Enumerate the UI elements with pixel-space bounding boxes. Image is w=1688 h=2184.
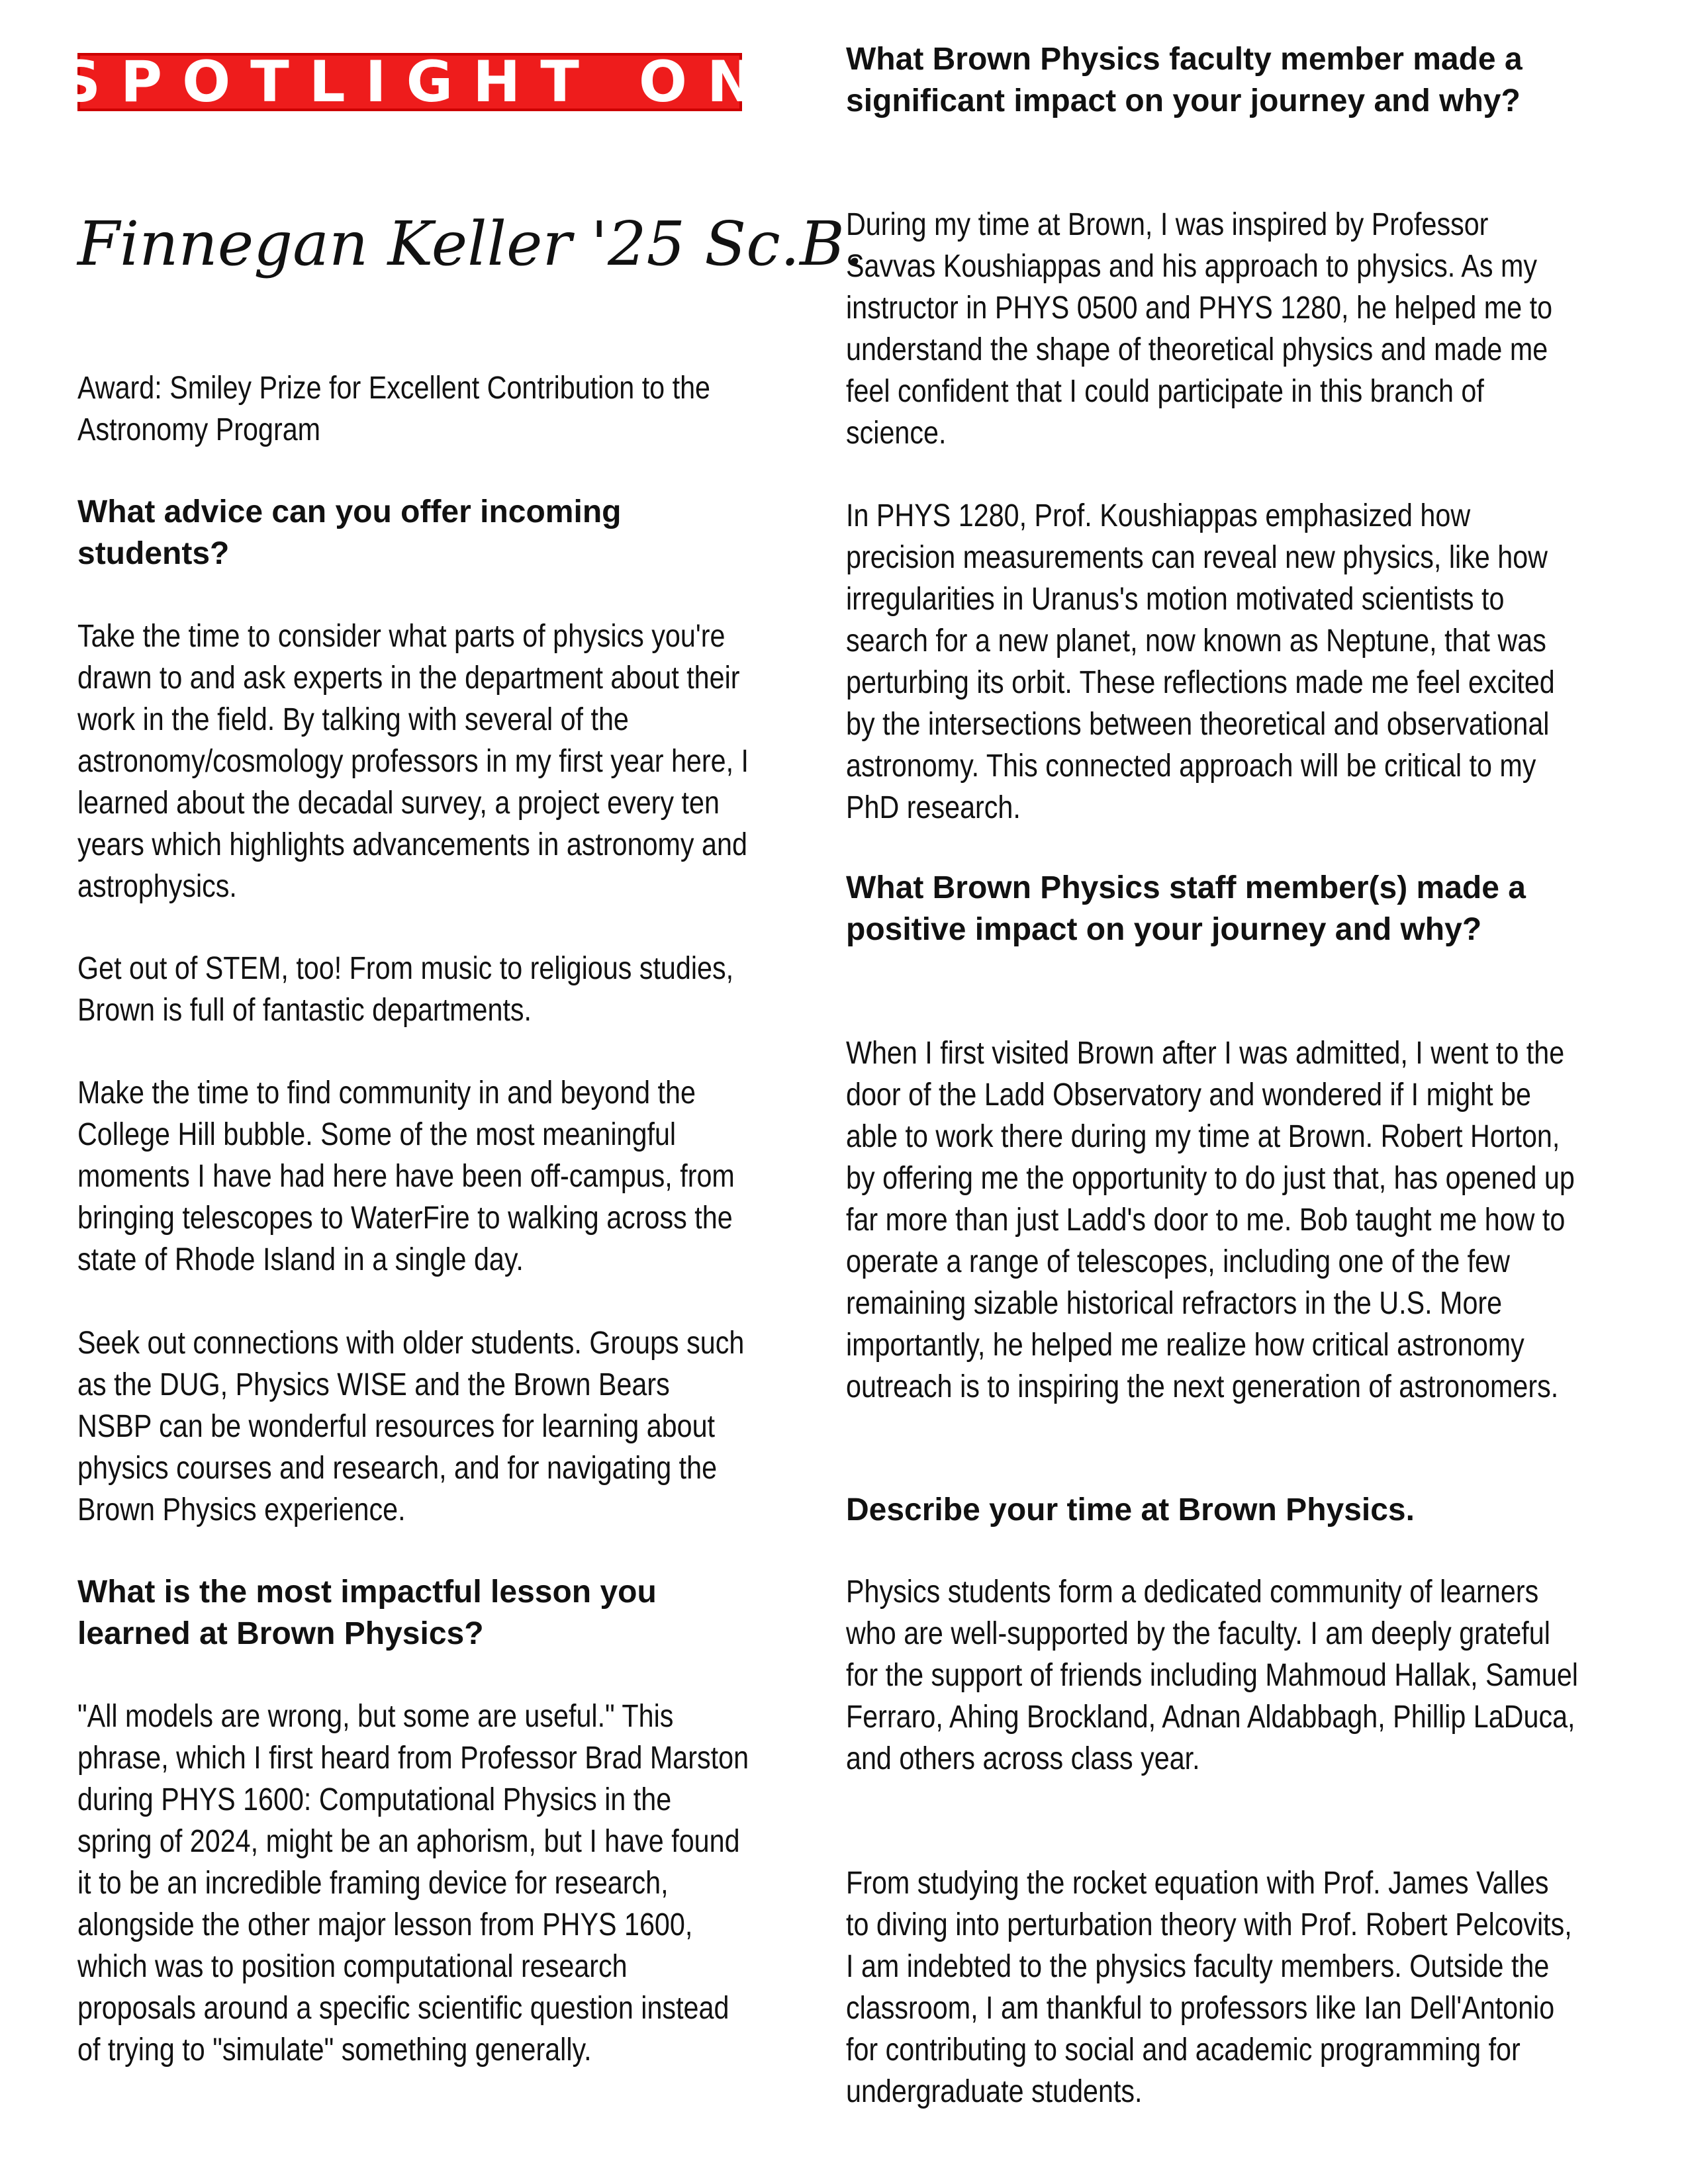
answer-advice-1: Take the time to consider what parts of physics you're drawn to and ask experts in the department about their work in the field. By talking with several of the astronomy/cosmology professors in my first year here, I learned about the decadal survey, a project every ten years which highlights advancements in astronomy and astrophysics.: [77, 619, 749, 904]
banner-text: SPOTLIGHT ON: [60, 49, 774, 115]
answer-lesson: "All models are wrong, but some are useful." This phrase, which I first heard from Professor Brad Marston during PHYS 1600: Computational Physics in the spring of 2024, might be an aphorism, but I have found it to be an incredible framing device for research, alongside the other major lesson from PHYS 1600, which was to position computational research proposals around a specific scientific question instead of trying to "simulate" something generally.: [77, 1699, 749, 2068]
answer-time-2: From studying the rocket equation with Prof. James Valles to diving into perturbation theory with Prof. Robert Pelcovits, I am indebted to the physics faculty members. Outside the classroom, I am thankful to professors like Ian Dell'Antonio for contributing to social and academic programming for undergraduate students.: [846, 1866, 1572, 2109]
question-lesson: What is the most impactful lesson you learned at Brown Physics?: [77, 1574, 657, 1651]
question-advice: What advice can you offer incoming students?: [77, 494, 622, 571]
answer-time-1: Physics students form a dedicated community of learners who are well-supported by the faculty. I am deeply grateful for the support of friends including Mahmoud Hallak, Samuel Ferraro, Ahing Brockland, Adnan Aldabbagh, Phillip LaDuca, and others across class year.: [846, 1574, 1578, 1776]
answer-advice-4: Seek out connections with older students. Groups such as the DUG, Physics WISE and the Brown Bears NSBP can be wonderful resources for learning about physics courses and research, and for navigating the Brown Physics experience.: [77, 1326, 745, 1527]
answer-staff: When I first visited Brown after I was admitted, I went to the door of the Ladd Observatory and wondered if I might be able to work there during my time at Brown. Robert Horton, by offering me the opportunity to do just that, has opened up far more than just Ladd's door to me. Bob taught me how to operate a range of telescopes, including one of the few remaining sizable historical refractors in the U.S. More importantly, he helped me realize how critical astronomy outreach is to inspiring the next generation of astronomers.: [846, 1036, 1575, 1404]
award-line: Award: Smiley Prize for Excellent Contribution to the Astronomy Program: [77, 371, 710, 447]
answer-faculty-1: During my time at Brown, I was inspired by Professor Savvas Koushiappas and his approach to physics. As my instructor in PHYS 0500 and PHYS 1280, he helped me to understand the shape of theoretical physics and made me feel confident that I could participate in this branch of science.: [846, 207, 1553, 451]
question-time: Describe your time at Brown Physics.: [846, 1492, 1415, 1527]
question-staff: What Brown Physics staff member(s) made a positive impact on your journey and why?: [846, 870, 1526, 947]
question-faculty: What Brown Physics faculty member made a significant impact on your journey and why?: [846, 42, 1523, 118]
spotlight-banner: [60, 49, 774, 115]
honoree-name: Finnegan Keller '25 Sc.B.: [77, 208, 864, 279]
answer-advice-2: Get out of STEM, too! From music to religious studies, Brown is full of fantastic departments.: [77, 951, 734, 1028]
answer-advice-3: Make the time to find community in and beyond the College Hill bubble. Some of the most meaningful moments I have had here have been off-campus, from bringing telescopes to WaterFire to walking across the state of Rhode Island in a single day.: [77, 1075, 735, 1277]
answer-faculty-2: In PHYS 1280, Prof. Koushiappas emphasized how precision measurements can reveal new physics, like how irregularities in Uranus's motion motivated scientists to search for a new planet, now known as Neptune, that was perturbing its orbit. These reflections made me feel excited by the intersections between theoretical and observational astronomy. This connected approach will be critical to my PhD research.: [846, 498, 1555, 825]
